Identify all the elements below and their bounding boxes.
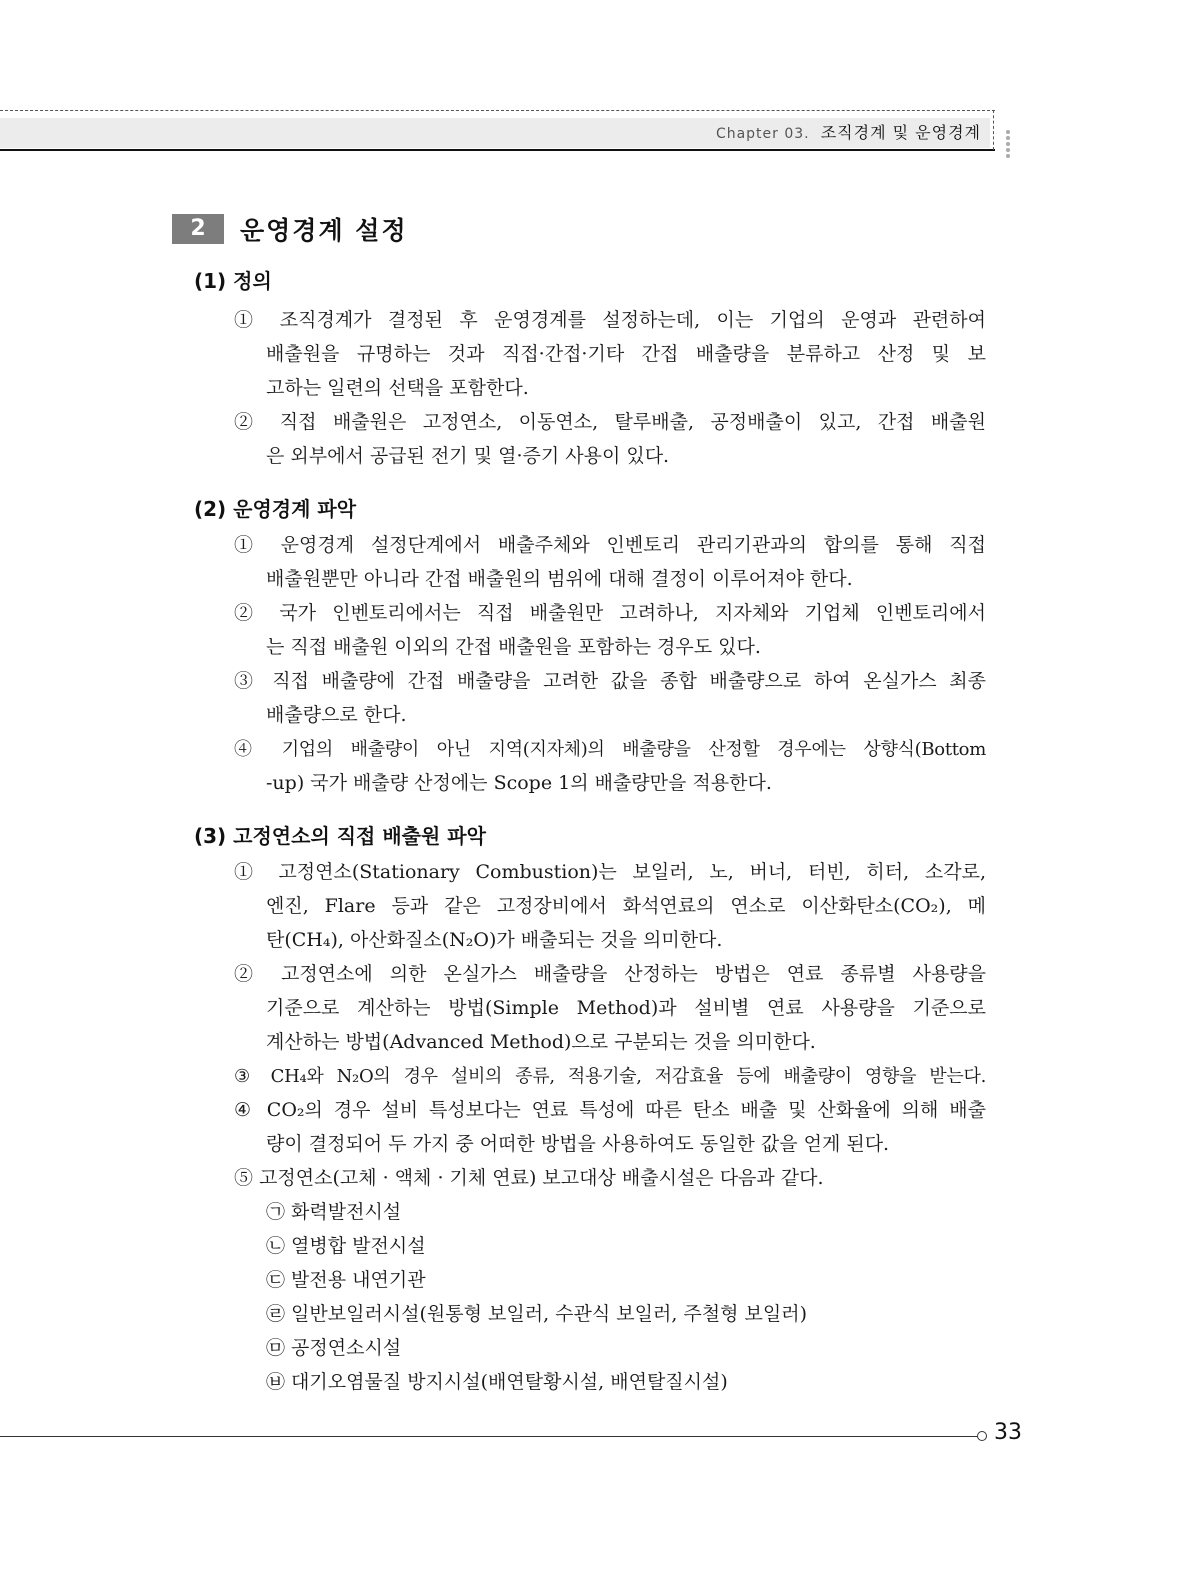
section-heading — [172, 212, 408, 246]
paragraph-line: 은 외부에서 공급된 전기 및 열·증기 사용이 있다. — [266, 445, 670, 467]
header-dots-ornament — [1004, 128, 1012, 160]
paragraph-line: ① 운영경계 설정단계에서 배출주체와 인벤토리 관리기관과의 합의를 통해 직접 — [234, 534, 986, 556]
paragraph-line: ⑤ 고정연소(고체 · 액체 · 기체 연료) 보고대상 배출시설은 다음과 같다. — [234, 1167, 824, 1189]
paragraph-line: ② 고정연소에 의한 온실가스 배출량을 산정하는 방법은 연료 종류별 사용량을 — [234, 963, 986, 985]
list-item: ㉥ 대기오염물질 방지시설(배연탈황시설, 배연탈질시설) — [266, 1371, 728, 1393]
paragraph-line: ④ CO₂의 경우 설비 특성보다는 연료 특성에 따른 탄소 배출 및 산화율에 의해 배출 — [234, 1099, 986, 1121]
subsection-heading-stationary-combustion: (3) 고정연소의 직접 배출원 파악 — [194, 824, 486, 848]
subsection-heading-definition: (1) 정의 — [194, 269, 272, 293]
header-chapter: Chapter 03. — [715, 126, 810, 142]
list-item: ㉤ 공정연소시설 — [266, 1337, 402, 1359]
header-rule — [0, 149, 995, 151]
header-vertical-dash — [993, 110, 994, 150]
running-header — [716, 121, 981, 145]
page-number: 33 — [994, 1420, 1022, 1445]
paragraph-line: 엔진, Flare 등과 같은 고정장비에서 화석연료의 연소로 이산화탄소(CO₂), 메 — [266, 895, 986, 917]
paragraph-line: 는 직접 배출원 이외의 간접 배출원을 포함하는 경우도 있다. — [266, 636, 761, 658]
paragraph-line: 기준으로 계산하는 방법(Simple Method)과 설비별 연료 사용량을 기준으로 — [266, 997, 986, 1019]
footer-rule — [0, 1436, 977, 1437]
section-number-badge: 2 — [172, 214, 224, 244]
paragraph-line: 배출원을 규명하는 것과 직접·간접·기타 간접 배출량을 분류하고 산정 및 보 — [266, 343, 986, 365]
paragraph-line: 고하는 일련의 선택을 포함한다. — [266, 377, 529, 399]
list-item: ㉠ 화력발전시설 — [266, 1201, 402, 1223]
paragraph-line: 탄(CH₄), 아산화질소(N₂O)가 배출되는 것을 의미한다. — [266, 929, 723, 951]
paragraph-line: 계산하는 방법(Advanced Method)으로 구분되는 것을 의미한다. — [266, 1031, 816, 1053]
list-item: ㉣ 일반보일러시설(원통형 보일러, 수관식 보일러, 주철형 보일러) — [266, 1303, 807, 1325]
paragraph-line: -up) 국가 배출량 산정에는 Scope 1의 배출량만을 적용한다. — [266, 772, 772, 794]
paragraph-line: ② 국가 인벤토리에서는 직접 배출원만 고려하나, 지자체와 기업체 인벤토리에서 — [234, 602, 986, 624]
paragraph-line: ③ 직접 배출량에 간접 배출량을 고려한 값을 종합 배출량으로 하여 온실가스 최종 — [234, 670, 986, 692]
list-item: ㉡ 열병합 발전시설 — [266, 1235, 426, 1257]
paragraph-line: ① 고정연소(Stationary Combustion)는 보일러, 노, 버너, 터빈, 히터, 소각로, — [234, 861, 986, 883]
list-item: ㉢ 발전용 내연기관 — [266, 1269, 426, 1291]
header-dashed-line — [0, 110, 995, 111]
paragraph-line: 량이 결정되어 두 가지 중 어떠한 방법을 사용하여도 동일한 값을 얻게 된다. — [266, 1133, 890, 1155]
paragraph-line: ① 조직경계가 결정된 후 운영경계를 설정하는데, 이는 기업의 운영과 관련하여 — [234, 309, 986, 331]
paragraph-line: ② 직접 배출원은 고정연소, 이동연소, 탈루배출, 공정배출이 있고, 간접 배출원 — [234, 411, 986, 433]
header-title: 조직경계 및 운영경계 — [820, 123, 981, 142]
paragraph-line: 배출량으로 한다. — [266, 704, 407, 726]
section-title: 운영경계 설정 — [240, 216, 408, 245]
subsection-heading-operational-boundary: (2) 운영경계 파악 — [194, 497, 357, 521]
paragraph-line: 배출원뿐만 아니라 간접 배출원의 범위에 대해 결정이 이루어져야 한다. — [266, 568, 853, 590]
paragraph-line: ④ 기업의 배출량이 아닌 지역(지자체)의 배출량을 산정할 경우에는 상향식(Bottom — [234, 739, 986, 760]
paragraph-line: ③ CH₄와 N₂O의 경우 설비의 종류, 적용기술, 저감효율 등에 배출량이 영향을 받는다. — [234, 1066, 986, 1087]
footer-circle-ornament — [977, 1431, 987, 1441]
